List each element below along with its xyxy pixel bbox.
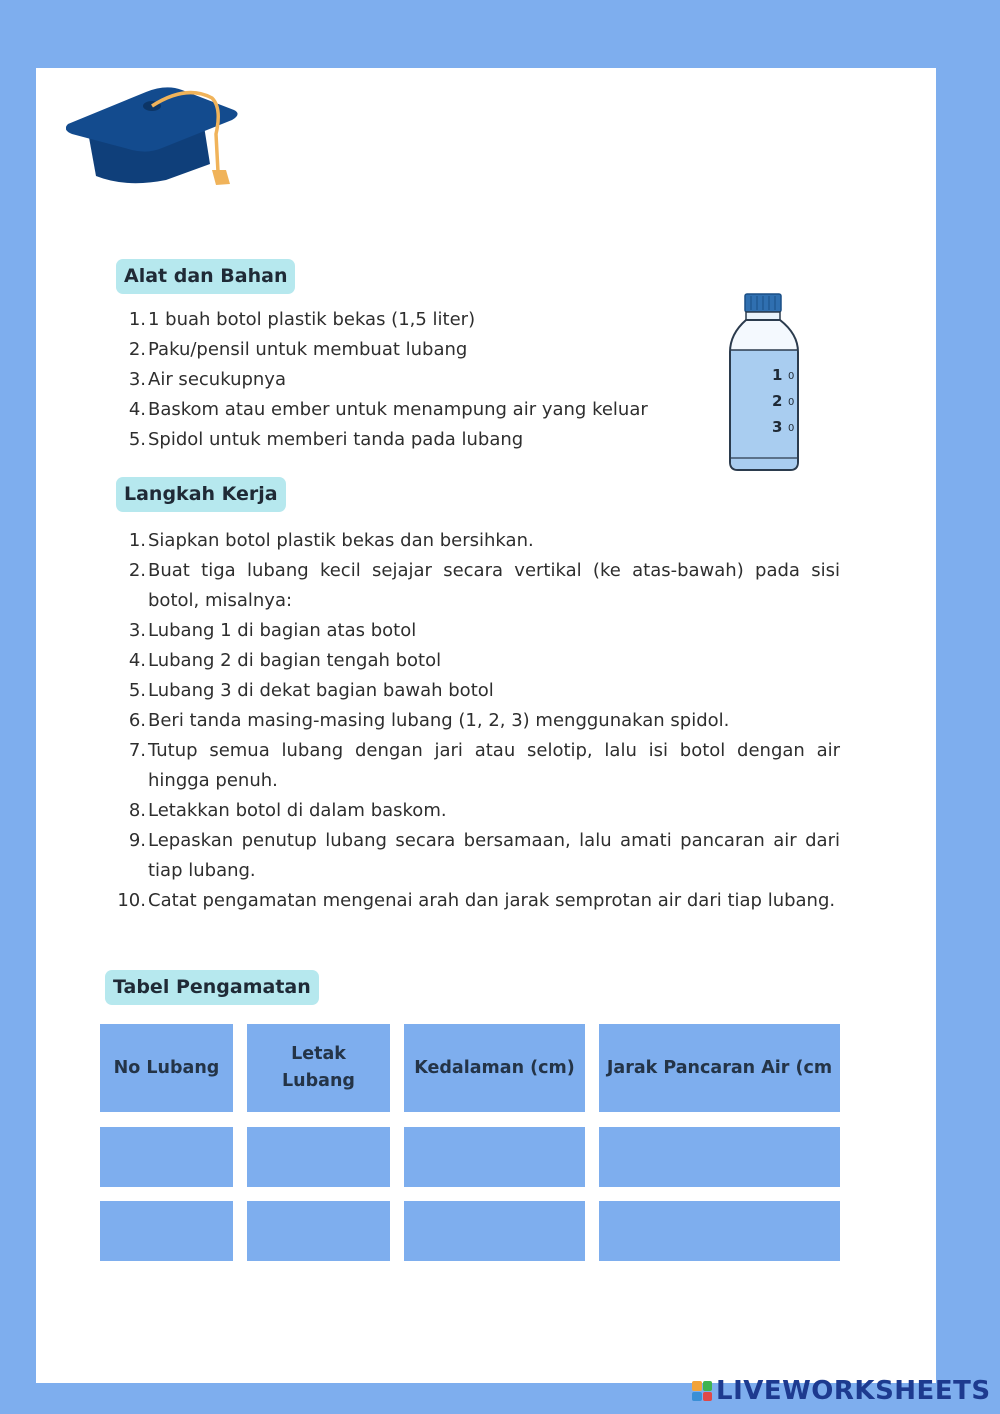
table-input-cell[interactable] bbox=[100, 1201, 233, 1261]
table-header-cell: Letak Lubang bbox=[247, 1024, 390, 1112]
langkah-item bbox=[116, 736, 840, 796]
graduation-cap-icon bbox=[66, 84, 246, 188]
langkah-item-number: 2. bbox=[128, 560, 146, 581]
langkah-item bbox=[116, 616, 840, 646]
langkah-item-number: 4. bbox=[128, 650, 146, 671]
langkah-item-text: Lubang 2 di bagian tengah botol bbox=[148, 650, 442, 671]
liveworksheets-text: LIVEWORKSHEETS bbox=[716, 1376, 991, 1406]
langkah-item-number: 5. bbox=[128, 680, 146, 701]
langkah-item-text: Buat tiga lubang kecil sejajar secara vertikal (ke atas-bawah) pada sisi botol, misalnya: bbox=[148, 560, 840, 611]
alat-item bbox=[116, 305, 696, 335]
langkah-item bbox=[116, 796, 840, 826]
liveworksheets-logo bbox=[692, 1374, 991, 1408]
bottle-mark-1: 1 bbox=[772, 366, 783, 384]
water-bottle-icon bbox=[724, 292, 804, 474]
alat-item bbox=[116, 335, 696, 365]
alat-item bbox=[116, 395, 696, 425]
langkah-item bbox=[116, 556, 840, 616]
langkah-item bbox=[116, 676, 840, 706]
alat-bahan-list bbox=[116, 305, 696, 455]
langkah-item-number: 9. bbox=[128, 830, 146, 851]
langkah-kerja-list bbox=[116, 526, 840, 916]
langkah-item-text: Catat pengamatan mengenai arah dan jarak semprotan air dari tiap lubang. bbox=[148, 890, 836, 911]
liveworksheets-badge-icon bbox=[692, 1381, 712, 1401]
alat-item-text: Paku/pensil untuk membuat lubang bbox=[148, 339, 468, 360]
alat-item-text: Baskom atau ember untuk menampung air yang keluar bbox=[148, 399, 648, 420]
langkah-item-number: 1. bbox=[128, 530, 146, 551]
langkah-item bbox=[116, 886, 840, 916]
table-header-cell: Jarak Pancaran Air (cm bbox=[599, 1024, 840, 1112]
langkah-item bbox=[116, 646, 840, 676]
bottle-mark-3: 3 bbox=[772, 418, 783, 436]
alat-item-number: 4. bbox=[128, 399, 146, 420]
bottle-mark-1-unit: 0 bbox=[788, 371, 795, 382]
alat-item-text: 1 buah botol plastik bekas (1,5 liter) bbox=[148, 309, 476, 330]
table-input-cell[interactable] bbox=[404, 1127, 585, 1187]
langkah-item-text: Lubang 1 di bagian atas botol bbox=[148, 620, 417, 641]
langkah-item-text: Beri tanda masing-masing lubang (1, 2, 3) menggunakan spidol. bbox=[148, 710, 730, 731]
table-input-cell[interactable] bbox=[247, 1127, 390, 1187]
alat-bahan-heading: Alat dan Bahan bbox=[116, 259, 295, 294]
tabel-pengamatan-heading: Tabel Pengamatan bbox=[105, 970, 319, 1005]
alat-item-number: 5. bbox=[128, 429, 146, 450]
langkah-item-number: 8. bbox=[128, 800, 146, 821]
table-input-cell[interactable] bbox=[100, 1127, 233, 1187]
table-header-cell: No Lubang bbox=[100, 1024, 233, 1112]
table-input-cell[interactable] bbox=[247, 1201, 390, 1261]
table-input-cell[interactable] bbox=[599, 1201, 840, 1261]
alat-item-number: 2. bbox=[128, 339, 146, 360]
alat-item-text: Air secukupnya bbox=[148, 369, 286, 390]
langkah-kerja-heading: Langkah Kerja bbox=[116, 477, 286, 512]
table-header-cell: Kedalaman (cm) bbox=[404, 1024, 585, 1112]
alat-item bbox=[116, 365, 696, 395]
langkah-item-number: 10. bbox=[117, 890, 146, 911]
bottle-mark-2-unit: 0 bbox=[788, 397, 795, 408]
langkah-item-text: Letakkan botol di dalam baskom. bbox=[148, 800, 447, 821]
langkah-item-text: Lepaskan penutup lubang secara bersamaan, lalu amati pancaran air dari tiap lubang. bbox=[148, 830, 840, 881]
langkah-item bbox=[116, 706, 840, 736]
alat-item-number: 1. bbox=[128, 309, 146, 330]
langkah-item-number: 3. bbox=[128, 620, 146, 641]
langkah-item-number: 7. bbox=[128, 740, 146, 761]
langkah-item-text: Tutup semua lubang dengan jari atau selotip, lalu isi botol dengan air hingga penuh. bbox=[148, 740, 840, 791]
alat-item-number: 3. bbox=[128, 369, 146, 390]
bottle-mark-3-unit: 0 bbox=[788, 423, 795, 434]
langkah-item-text: Lubang 3 di dekat bagian bawah botol bbox=[148, 680, 494, 701]
alat-item-text: Spidol untuk memberi tanda pada lubang bbox=[148, 429, 524, 450]
table-input-cell[interactable] bbox=[404, 1201, 585, 1261]
table-input-cell[interactable] bbox=[599, 1127, 840, 1187]
langkah-item-number: 6. bbox=[128, 710, 146, 731]
langkah-item bbox=[116, 526, 840, 556]
langkah-item-text: Siapkan botol plastik bekas dan bersihkan. bbox=[148, 530, 534, 551]
bottle-mark-2: 2 bbox=[772, 392, 783, 410]
alat-item bbox=[116, 425, 696, 455]
langkah-item bbox=[116, 826, 840, 886]
